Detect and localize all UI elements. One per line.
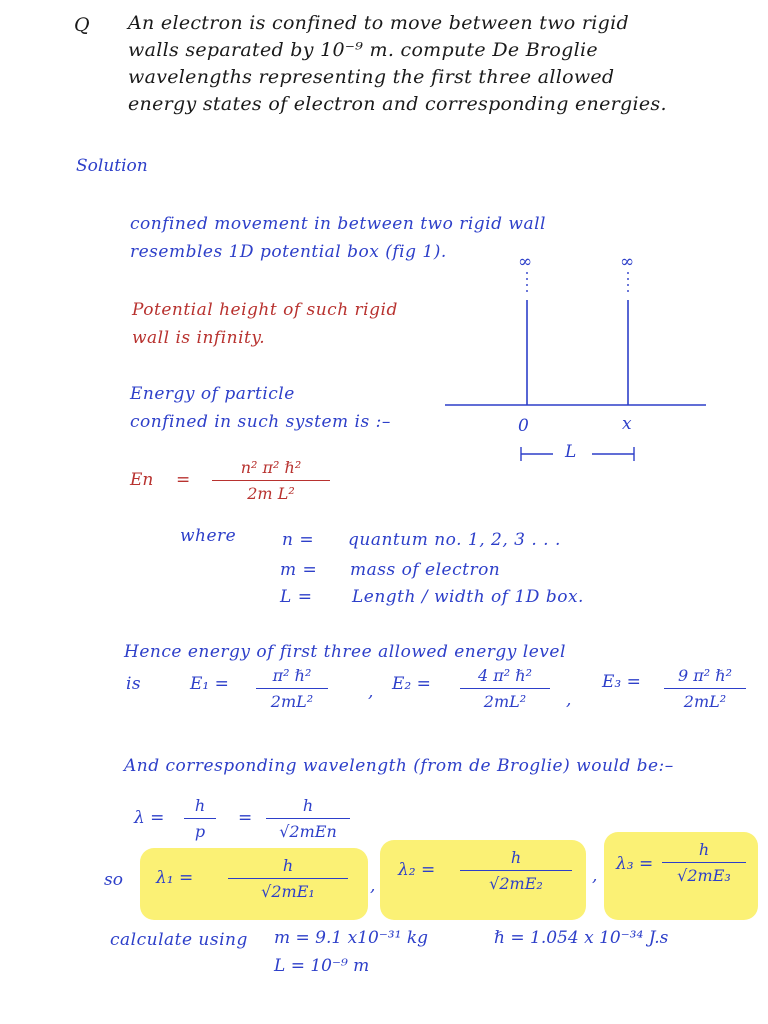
e3-denominator: 2mL² — [683, 692, 727, 711]
root-denominator: √2mEn — [279, 822, 337, 841]
where-sym-m: m = — [280, 560, 318, 580]
lambda3-fraction — [662, 840, 746, 885]
e3-numerator: 9 π² ℏ² — [678, 666, 732, 685]
lambda3-lhs: λ₃ = — [616, 854, 654, 874]
p-denominator: p — [194, 822, 206, 841]
question-line: energy states of electron and corresponding energies. — [128, 93, 667, 115]
e2-denominator: 2mL² — [483, 692, 527, 711]
h-numerator: h — [698, 840, 710, 859]
e1-denominator: 2mL² — [270, 692, 314, 711]
lambda2-fraction — [460, 848, 572, 893]
fraction-bar — [460, 870, 572, 871]
e1-lhs: E₁ = — [190, 674, 229, 694]
lambda-lhs: λ = — [134, 808, 165, 828]
x-label: x — [622, 414, 632, 434]
question-line: wavelengths representing the first three allowed — [128, 66, 615, 88]
electron-mass-value: m = 9.1 x10⁻³¹ kg — [274, 928, 429, 948]
fraction-bar — [212, 480, 330, 481]
question-line: An electron is confined to move between two rigid — [128, 12, 629, 34]
energies-is: is — [126, 674, 142, 694]
h-numerator: h — [282, 856, 294, 875]
where-sym-l: L = — [280, 587, 313, 607]
en-fraction — [212, 458, 330, 503]
comma-separator: , — [592, 866, 598, 886]
h-numerator: h — [194, 796, 206, 815]
energy-intro-line: Energy of particle — [130, 384, 295, 404]
where-label: where — [180, 526, 237, 546]
where-desc-m: mass of electron — [350, 560, 501, 580]
e2-lhs: E₂ = — [392, 674, 431, 694]
comma-separator: , — [368, 682, 374, 702]
wavelength-intro: And corresponding wavelength (from de Broglie) would be:– — [124, 756, 674, 776]
intro-line: confined movement in between two rigid wall — [130, 214, 546, 234]
e1-fraction — [256, 666, 328, 711]
length-label: L — [565, 442, 577, 462]
en-equals: = — [176, 470, 191, 490]
hbar-value: ℏ = 1.054 x 10⁻³⁴ J.s — [494, 928, 669, 948]
intro-line: resembles 1D potential box (fig 1). — [130, 242, 447, 262]
calculate-using-label: calculate using — [110, 930, 248, 950]
origin-label: 0 — [518, 416, 529, 436]
infinity-left-label: ∞ — [518, 252, 533, 272]
fraction-bar — [460, 688, 550, 689]
h-over-p-fraction — [184, 796, 216, 841]
e2-fraction — [460, 666, 550, 711]
en-denominator: 2m L² — [247, 484, 295, 503]
comma-separator: , — [370, 876, 376, 896]
fraction-bar — [662, 862, 746, 863]
where-sym-n: n = — [282, 530, 315, 550]
so-label: so — [104, 870, 123, 890]
lambda1-lhs: λ₁ = — [156, 868, 194, 888]
comma-separator: , — [566, 690, 572, 710]
e3-lhs: E₃ = — [602, 672, 641, 692]
en-lhs: En — [130, 470, 154, 490]
infinity-right-label: ∞ — [620, 252, 635, 272]
equals-sign: = — [238, 808, 253, 828]
root-denominator: √2mE₂ — [489, 874, 543, 893]
solution-label: Solution — [76, 156, 148, 176]
potential-line: wall is infinity. — [132, 328, 266, 348]
box-length-value: L = 10⁻⁹ m — [274, 956, 370, 976]
fraction-bar — [664, 688, 746, 689]
e1-numerator: π² ℏ² — [272, 666, 312, 685]
fraction-bar — [266, 818, 350, 819]
lambda2-lhs: λ₂ = — [398, 860, 436, 880]
energies-intro: Hence energy of first three allowed energy level — [124, 642, 566, 662]
fraction-bar — [184, 818, 216, 819]
question-marker: Q — [74, 14, 90, 36]
where-desc-l: Length / width of 1D box. — [352, 587, 584, 607]
fraction-bar — [228, 878, 348, 879]
h-over-root-fraction — [266, 796, 350, 841]
question-line: walls separated by 10⁻⁹ m. compute De Broglie — [128, 39, 598, 61]
where-desc-n: quantum no. 1, 2, 3 . . . — [348, 530, 561, 550]
potential-line: Potential height of such rigid — [132, 300, 398, 320]
e3-fraction — [664, 666, 746, 711]
energy-intro-line: confined in such system is :– — [130, 412, 391, 432]
fraction-bar — [256, 688, 328, 689]
lambda1-fraction — [228, 856, 348, 901]
root-denominator: √2mE₃ — [677, 866, 731, 885]
h-numerator: h — [510, 848, 522, 867]
h-numerator: h — [302, 796, 314, 815]
en-numerator: n² π² ℏ² — [240, 458, 302, 477]
root-denominator: √2mE₁ — [261, 882, 315, 901]
e2-numerator: 4 π² ℏ² — [478, 666, 532, 685]
